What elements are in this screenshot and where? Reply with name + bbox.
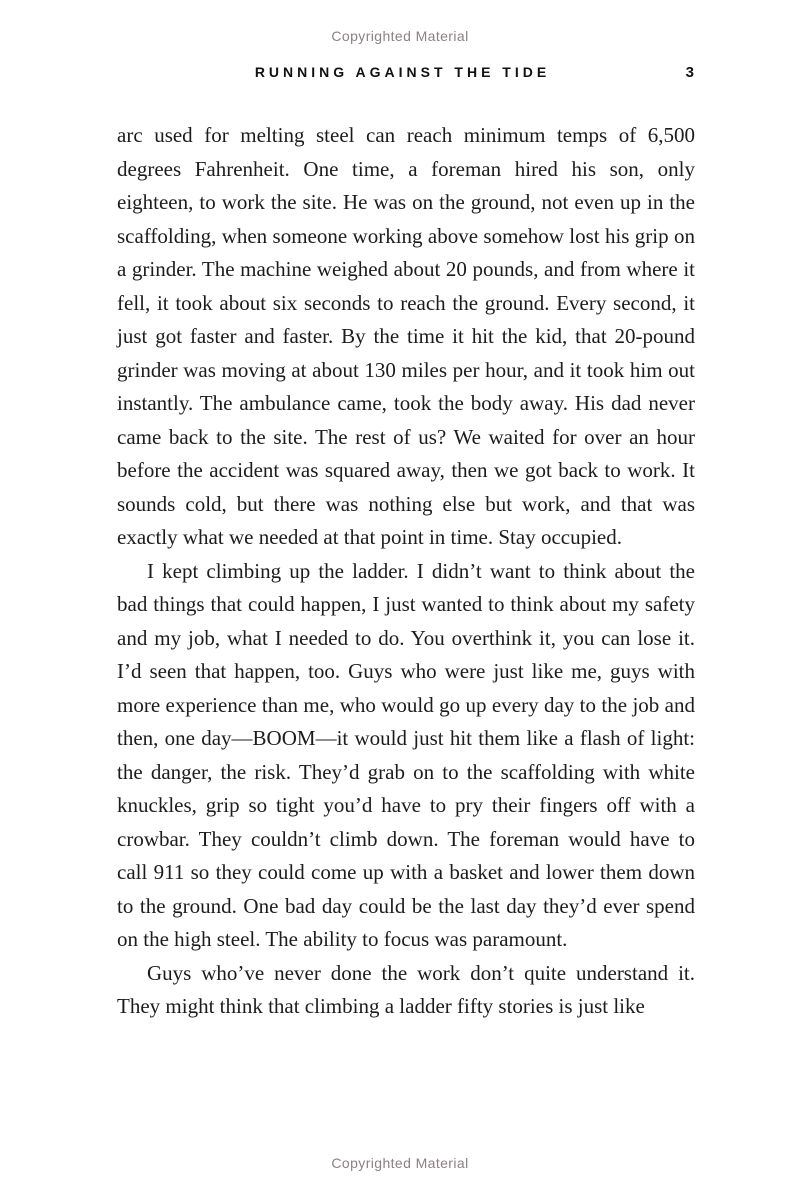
paragraph: Guys who’ve never done the work don’t quite understand it. They might think that climbing a ladder fifty stories is just like	[117, 960, 695, 1018]
body-text	[117, 119, 695, 1024]
copyright-notice-top: Copyrighted Material	[331, 28, 469, 44]
page-number: 3	[685, 64, 694, 81]
paragraph: I kept climbing up the ladder. I didn’t want to think about the bad things that could happen, I just wanted to think about my safety and my job, what I needed to do. You overthink it, you can lose it. I’d seen that happen, too. Guys who were just like me, guys with more experience than me, who would go up every day to the job and then, one day—BOOM—it would just hit them like a flash of light: the danger, the risk. They’d grab on to the scaffolding with white knuckles, grip so tight you’d have to pry their fingers off with a crowbar. They couldn’t climb down. The foreman would have to call 911 so they could come up with a basket and lower them down to the ground. One bad day could be the last day they’d ever spend on the high steel. The ability to focus was paramount.	[117, 558, 695, 951]
running-head-title: RUNNING AGAINST THE TIDE	[254, 64, 551, 80]
running-head-row	[111, 64, 694, 82]
paragraph: arc used for melting steel can reach minimum temps of 6,500 degrees Fahrenheit. One time, a foreman hired his son, only eighteen, to work the site. He was on the ground, not even up in the scaffolding, when someone working above somehow lost his grip on a grinder. The machine weighed about 20 pounds, and from where it fell, it took about six seconds to reach the ground. Every second, it just got faster and faster. By the time it hit the kid, that 20-pound grinder was moving at about 130 miles per hour, and it took him out instantly. The ambulance came, took the body away. His dad never came back to the site. The rest of us? We waited for over an hour before the accident was squared away, then we got back to work. It sounds cold, but there was nothing else but work, and that was exactly what we needed at that point in time. Stay occupied.	[117, 123, 695, 549]
copyright-notice-bottom: Copyrighted Material	[331, 1155, 469, 1171]
